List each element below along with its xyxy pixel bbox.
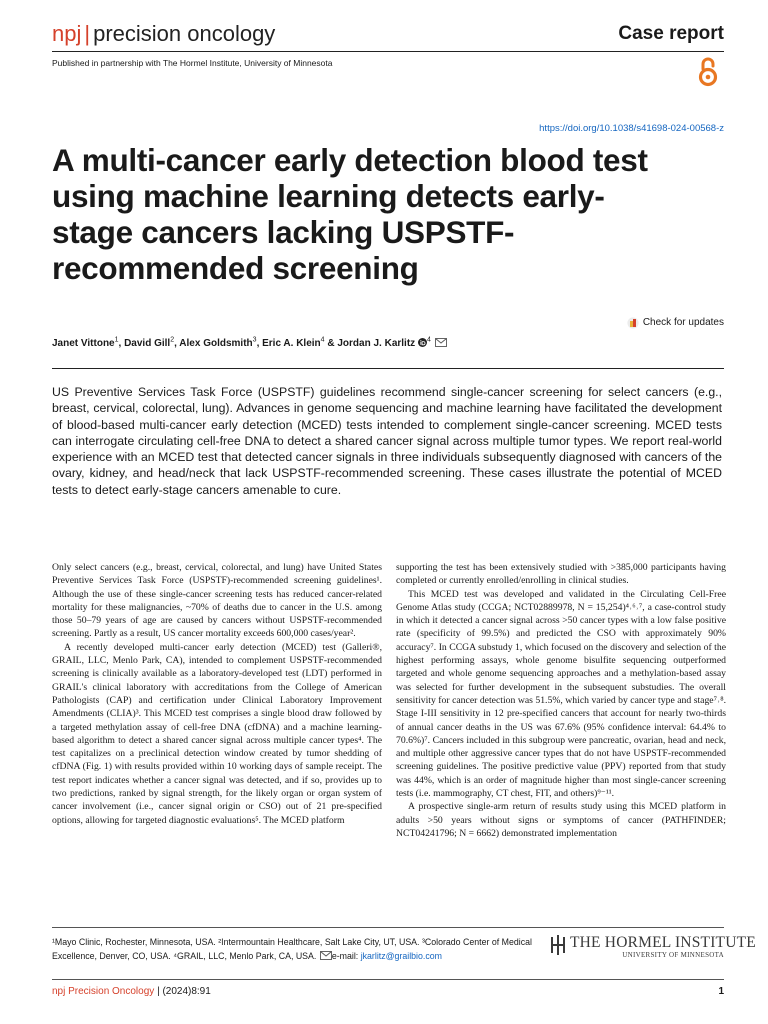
journal-title: precision oncology <box>93 21 276 46</box>
abstract: US Preventive Services Task Force (USPSTF) guidelines recommend single-cancer screening for select cancers (e.g., breast, cervical, colorectal, lung). Advances in genome sequencing and machine learning have facilitated the development of blood-based multi-cancer early detection (MCED) tests intended to complement single-cancer screening. MCED tests can interrogate circulating cell-free DNA to detect a shared cancer signal across multiple tumor types. We report real-world experience with an MCED test that detected cancer signals in three individuals subsequently diagnosed with cancers of the ovary, kidney, and head/neck that lack USPSTF-recommended screening. These cases illustrate the potential of MCED tests to detect early-stage cancers amenable to cure. <box>52 385 722 497</box>
envelope-icon <box>320 951 332 960</box>
check-updates-label: Check for updates <box>642 317 724 328</box>
body-column-left <box>52 561 382 827</box>
author[interactable]: Janet Vittone$^1$ <box>52 336 119 349</box>
open-access-icon <box>696 56 720 88</box>
envelope-icon[interactable] <box>435 338 447 347</box>
email-label: e-mail: <box>331 951 359 961</box>
author[interactable]: Alex Goldsmith$^3$ <box>179 336 257 349</box>
page-number: 1 <box>718 986 724 997</box>
footer-rule <box>52 979 724 980</box>
journal-npj: npj <box>52 21 82 46</box>
body-paragraph: This MCED test was developed and validated in the Circulating Cell-Free Genome Atlas study (CCGA; NCT02889978, N = 15,254)⁴˒⁶˒⁷, a case-control study in which it detected a cancer signal across >50 cancer types with a low false positive rate (specificity of 99.5%) and predicted the CSO with approximately 90% accuracy⁷. In CCGA substudy 1, which focused on the discovery and selection of the highest performing assays, whole genome bisulfite sequencing outperformed targeted and whole genome sequencing approaches and a methylation-based assay was selected for further development in the subsequent substudies. The overall sensitivity for cancer detection was 51.5%, which varied by cancer type and stage⁷˒⁸. Stage I-III sensitivity in 12 pre-specified cancers that account for nearly two-thirds of annual cancer deaths in the US was 67.6% (95% confidence interval: 64.4% to 70.6%)⁷. Cancers included in this subgroup were pancreatic, ovarian, head and neck, and multiple other aggressive cancer types that do not have USPSTF-recommended screening guidelines. The positive predictive value (PPV) reported from that study was 44%, which is an order of magnitude higher than most single-cancer screening tests (i.e. mammography, CT chest, FIT, and others)⁹⁻¹¹. <box>396 588 726 800</box>
journal-separator: | <box>84 21 91 46</box>
author[interactable]: David Gill$^2$ <box>124 336 175 349</box>
footer-journal: npj Precision Oncology <box>52 986 155 997</box>
check-updates-icon <box>627 317 639 329</box>
partnership-note: Published in partnership with The Hormel Institute, University of Minnesota <box>52 58 333 68</box>
orcid-icon[interactable] <box>418 338 427 347</box>
check-updates-button[interactable] <box>627 316 724 329</box>
abstract-rule <box>52 368 724 369</box>
footnote-rule <box>52 927 724 928</box>
header-rule <box>52 51 724 52</box>
affiliations: ¹Mayo Clinic, Rochester, Minnesota, USA. ²Intermountain Healthcare, Salt Lake City, UT, USA. ³Colorado Center of Medical Excellence, Denver, CO, USA. ⁴GRAIL, LLC, Menlo Park, CA, USA. e-mail: jkarlitz@grailbio.com <box>52 937 532 961</box>
body-paragraph: A prospective single-arm return of results study using this MCED platform in adults >50 years without signs or symptoms of cancer (PATHFINDER; NCT04241796; N = 6662) demonstrated implementation <box>396 801 726 839</box>
hormel-name: THE HORMEL INSTITUTE <box>570 934 756 951</box>
author[interactable]: Jordan J. Karlitz <box>337 338 416 349</box>
hormel-logo-icon <box>550 934 566 956</box>
body-paragraph: supporting the test has been extensively studied with >385,000 participants having completed or currently enrolled/enrolling in clinical studies. <box>396 562 726 587</box>
author-list: Janet Vittone$^1$, David Gill$^2$, Alex Goldsmith$^3$, Eric A. Klein$^4$ & Jordan J. Karlitz $^4$ <box>52 337 447 351</box>
author[interactable]: Eric A. Klein$^4$ <box>262 336 325 349</box>
hormel-subtitle: UNIVERSITY OF MINNESOTA <box>622 951 724 959</box>
footer-issue: | (2024)8:91 <box>157 986 211 997</box>
footer-citation <box>52 985 211 999</box>
body-paragraph: A recently developed multi-cancer early detection (MCED) test (Galleri®, GRAIL, LLC, Menlo Park, CA), intended to complement USPSTF-recommended screening is clinically available as a laboratory-developed test (LDT) performed in GRAIL's clinical laboratory with accreditations from the College of American Pathologists (CAP) and certification under Clinical Laboratory Improvement Amendments (CLIA)³. This MCED test comprises a single blood draw followed by a targeted methylation assay of cell-free DNA (cfDNA) and a machine learning-based algorithm to detect a shared cancer signal across multiple cancer types⁴. The test capitalizes on a preclinical detection window created by tumor shedding of cfDNA (Fig. 1) with results provided within 10 working days of sample receipt. The test report indicates whether a cancer signal was detected, and if so, provides up to two predictions, ranked by signal strength, for the likely organ or organ system of cancer involvement (i.e., cancer signal origin or CSO) out of 21 pre-specified options, allowing for targeted diagnostic evaluations⁵. The MCED platform <box>52 641 382 826</box>
hormel-institute-logo <box>548 932 756 960</box>
article-type: Case report <box>618 23 724 44</box>
article-title: A multi-cancer early detection blood test using machine learning detects early- stage cancers lacking USPSTF- recommended screening <box>52 142 648 286</box>
body-paragraph: Only select cancers (e.g., breast, cervical, colorectal, and lung) have United States Preventive Services Task Force (USPSTF)-recommended screening guidelines¹. Although the use of these single-cancer screening tests has reduced cancer-related mortality for these malignancies, ~70% of deaths due to cancer in the U.S. among those 50–79 years of age are caused by cancers without USPSTF-recommended screening. Partly as a result, US cancer mortality exceeds 600,000 cases/year². <box>52 562 382 640</box>
email-link[interactable]: jkarlitz@grailbio.com <box>360 951 442 961</box>
journal-name <box>52 20 275 48</box>
body-column-right <box>396 561 726 840</box>
doi-link[interactable]: https://doi.org/10.1038/s41698-024-00568-z <box>539 123 724 134</box>
